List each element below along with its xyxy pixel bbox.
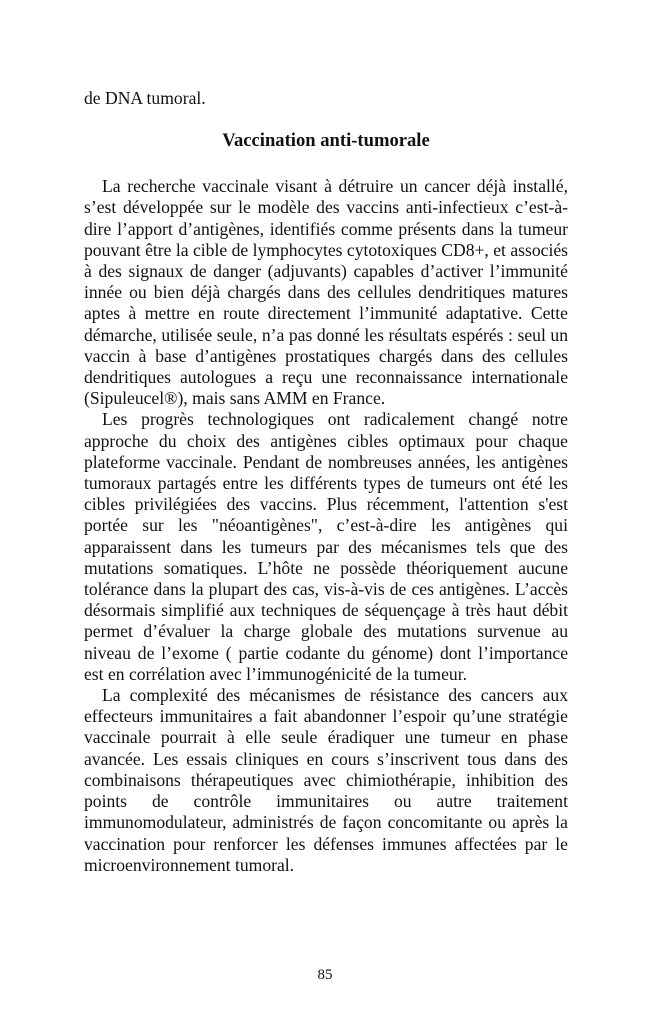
paragraph-1: La recherche vaccinale visant à détruire un cancer déjà installé, s’est développée sur le modèle des vaccins anti-infectieux c’est-à-dire l’apport d’antigènes, identifiés comme présents dans la tumeur pouvant être la cible de lymphocytes cytotoxiques CD8+, et associés à des signaux de danger (adjuvants) capables d’activer l’immunité innée ou bien déjà chargés dans des cellules dendritiques matures aptes à mettre en route directement l’immunité adaptative. Cette démarche, utilisée seule, n’a pas donné les résultats espérés : seul un vaccin à base d’antigènes prostatiques chargés dans des cellules dendritiques autologues a reçu une reconnaissance internationale (Sipuleucel®), mais sans AMM en France. bbox=[84, 176, 568, 409]
section-heading: Vaccination anti-tumorale bbox=[222, 130, 430, 152]
page-body bbox=[84, 88, 568, 876]
paragraph-3: La complexité des mécanismes de résistance des cancers aux effecteurs immunitaires a fait abandonner l’espoir qu’une stratégie vaccinale pourrait à elle seule éradiquer une tumeur en phase avancée. Les essais cliniques en cours s’inscrivent tous dans des combinaisons thérapeutiques avec chimiothérapie, inhibition des points de contrôle immunitaires ou autre traitement immunomodulateur, administrés de façon concomitante ou après la vaccination pour renforcer les défenses immunes affectées par le microenvironnement tumoral. bbox=[84, 685, 568, 875]
paragraph-2: Les progrès technologiques ont radicalement changé notre approche du choix des antigènes cibles optimaux pour chaque plateforme vaccinale. Pendant de nombreuses années, les antigènes tumoraux partagés entre les différents types de tumeurs ont été les cibles privilégiées des vaccins. Plus récemment, l'attention s'est portée sur les "néoantigènes", c’est-à-dire les antigènes qui apparaissent dans les tumeurs par des mécanismes tels que des mutations somatiques. L’hôte ne possède théoriquement aucune tolérance dans la plupart des cas, vis-à-vis de ces antigènes. L’accès désormais simplifié aux techniques de séquençage à très haut débit permet d’évaluer la charge globale des mutations survenue au niveau de l’exome ( partie codante du génome) dont l’importance est en corrélation avec l’immunogénicité de la tumeur. bbox=[84, 409, 568, 684]
continuation-text: de DNA tumoral. bbox=[84, 88, 206, 108]
page-number: 85 bbox=[317, 967, 333, 983]
